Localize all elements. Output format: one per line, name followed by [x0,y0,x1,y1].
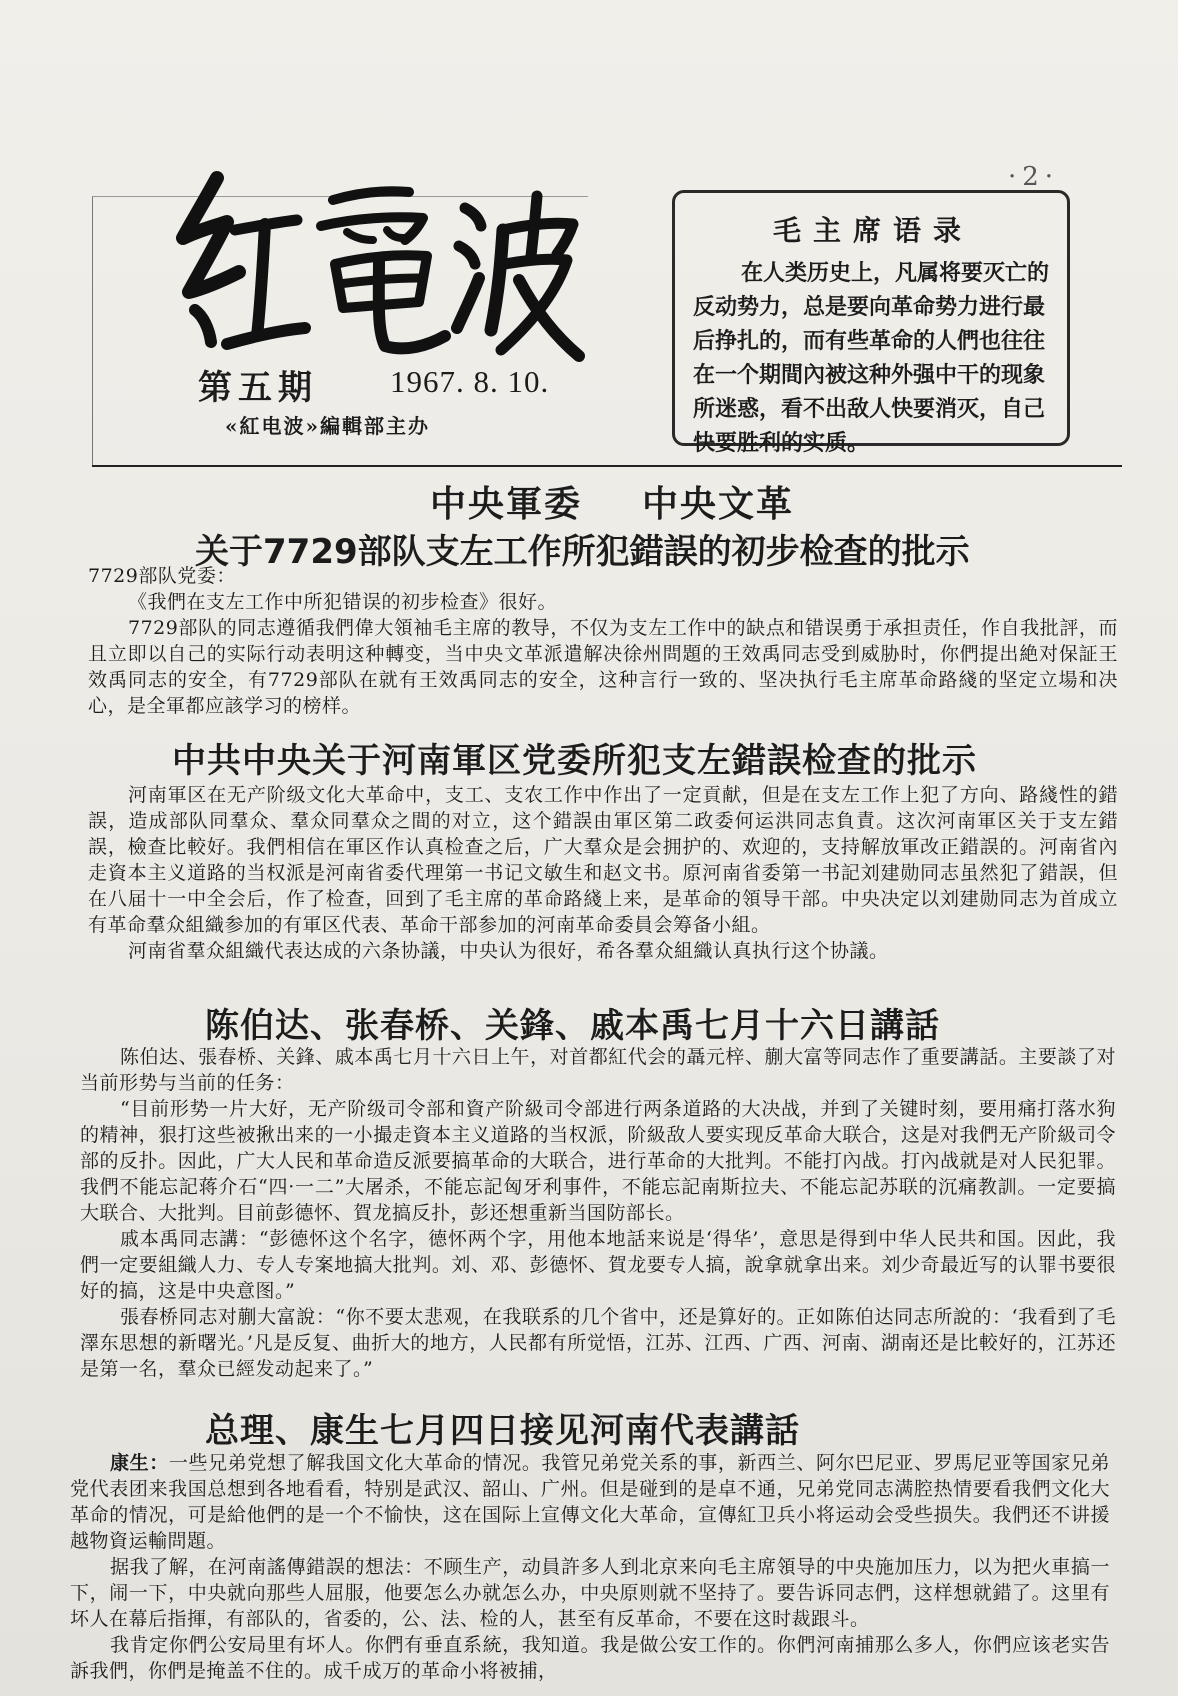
issue-number: 第五期 [198,368,318,408]
article4-title: 总理、康生七月四日接见河南代表講話 [205,1411,800,1451]
article1-paragraph-2: 7729部队的同志遵循我們偉大領袖毛主席的教导，不仅为支左工作中的缺点和错误勇于承担责任，作自我批評，而且立即以自己的实际行动表明这种轉变，当中央文革派遣解决徐州問題的王效禹同志受到威胁时，你們提出絶对保証王效禹同志的安全，有7729部队在就有王效禹同志的安全，这种言行一致的、坚决执行毛主席革命路綫的坚定立場和决心，是全軍都应該学习的榜样。 [88,617,1118,717]
article1-salutation: 7729部队党委： [88,565,236,587]
article4-paragraph-1-text: 一些兄弟党想了解我国文化大革命的情况。我管兄弟党关系的事，新西兰、阿尔巴尼亚、罗馬尼亚等国家兄弟党代表团来我国总想到各地看看，特别是武汉、韶山、广州。但是碰到的是卓不通，兄弟党同志满腔热情要看我們文化大革命的情况，可是給他們的是一个不愉快，这在国际上宣傳文化大革命，宣傳紅卫兵小将运动会受些损失。我們还不讲援越物資运輸問題。 [70,1452,1110,1552]
article3-paragraph-1: 陈伯达、張春桥、关鋒、戚本禹七月十六日上午，对首都紅代会的聶元梓、蒯大富等同志作了重要講話。主要談了对当前形势与当前的任务： [80,1046,1116,1094]
article2-body [88,782,1118,964]
article4-paragraph-2: 据我了解，在河南謠傳錯誤的想法：不顾生产，动員許多人到北京来向毛主席領导的中央施加压力，以为把火車搞一下，闹一下，中央就向那些人屈服，他要怎么办就怎么办，中央原则就不坚持了。要告诉同志們，这样想就錯了。这里有坏人在幕后指揮，有部队的，省委的，公、法、检的人，甚至有反革命，不要在这时裁跟斗。 [70,1556,1110,1630]
article1-paragraph-1: 《我們在支左工作中所犯错误的初步检查》很好。 [128,591,558,613]
article4-paragraph-3: 我肯定你們公安局里有坏人。你們有垂直系統，我知道。我是做公安工作的。你們河南捕那么多人，你們应该老实告訴我們，你們是掩盖不住的。成千成万的革命小将被捕， [70,1634,1110,1682]
article3-title: 陈伯达、张春桥、关鋒、戚本禹七月十六日講話 [205,1006,940,1046]
issue-date: 1967. 8. 10. [390,364,550,399]
quotation-box [672,190,1070,456]
article3-body [80,1044,1116,1382]
article1-issuer-2: 中央文革 [642,484,795,525]
article2-paragraph-2: 河南省羣众組織代表达成的六条协議，中央认为很好，希各羣众組織认真执行这个协議。 [128,940,889,962]
article3-paragraph-4: 張春桥同志对蒯大富說：“你不要太悲观，在我联系的几个省中，还是算好的。正如陈伯达同志所說的：‘我看到了毛澤东思想的新曙光。’凡是反复、曲折大的地方，人民都有所觉悟，江苏、江西、广西、河南、湖南还是比較好的，江苏还是第一名，羣众已經发动起来了。” [80,1306,1116,1380]
masthead-divider [92,465,1122,467]
article4-paragraph-1 [70,1450,1110,1554]
article1-body [88,563,1118,719]
article2-title: 中共中央关于河南軍区党委所犯支左錯誤检查的批示 [172,741,977,781]
article4-speaker: 康生： [110,1452,169,1474]
masthead-calligraphy-logo [165,160,585,380]
article1-issuer-1: 中央軍委 [430,484,583,525]
article4-body [70,1450,1110,1684]
page-number: ·2· [1008,162,1060,192]
article2-paragraph-1: 河南軍区在无产阶级文化大革命中，支工、支农工作中作出了一定貢献，但是在支左工作上犯了方向、路綫性的錯誤，造成部队同羣众、羣众同羣众之間的对立，这个錯誤由軍区第二政委何运洪同志負責。这次河南軍区关于支左錯誤，檢查比較好。我們相信在軍区作认真检查之后，广大羣众是会拥护的、欢迎的，支持解放軍改正錯誤的。河南省內走資本主义道路的当权派是河南省委代理第一书记文敏生和赵文书。原河南省委第一书記刘建勋同志虽然犯了錯誤，但在八届十一中全会后，作了检查，回到了毛主席的革命路綫上来，是革命的領导干部。中央决定以刘建勋同志为首成立有革命羣众組織参加的有軍区代表、革命干部参加的河南革命委員会筹备小組。 [88,784,1118,936]
article1-issuers [430,476,794,527]
publisher-line: «紅电波»編輯部主办 [225,414,430,438]
article3-paragraph-2: “目前形势一片大好，无产阶级司令部和資产阶級司令部进行两条道路的大决战，并到了关键时刻，要用痛打落水狗的精神，狠打这些被揪出来的一小撮走資本主义道路的当权派，阶級敌人要实现反革命大联合，这是对我們无产阶級司令部的反扑。因此，广大人民和革命造反派要搞革命的大联合，进行革命的大批判。不能打內战。打內战就是对人民犯罪。我們不能忘記蒋介石“四·一二”大屠杀，不能忘記匈牙利事件，不能忘記南斯拉夫、不能忘記苏联的沉痛教訓。一定要搞大联合、大批判。目前彭德怀、賀龙搞反扑，彭还想重新当国防部长。 [80,1098,1116,1224]
article3-paragraph-3: 戚本禹同志講：“彭德怀这个名字，德怀两个字，用他本地話来说是‘得华’，意思是得到中华人民共和国。因此，我們一定要組織人力、专人专案地搞大批判。刘、邓、彭德怀、賀龙要专人搞，說拿就拿出来。刘少奇最近写的认罪书要很好的搞，这是中央意图。” [80,1228,1116,1302]
quotation-text: 在人类历史上，凡属将要灭亡的反动势力，总是要向革命势力进行最后挣扎的，而有些革命的人們也往往在一个期間內被这种外强中干的现象所迷惑，看不出敌人快要消灭，自己快要胜利的实质。 [693,261,1050,456]
article1-title: 关于7729部队支左工作所犯錯誤的初步检查的批示 [195,532,970,572]
quotation-title: 毛主席语录 [772,214,973,247]
